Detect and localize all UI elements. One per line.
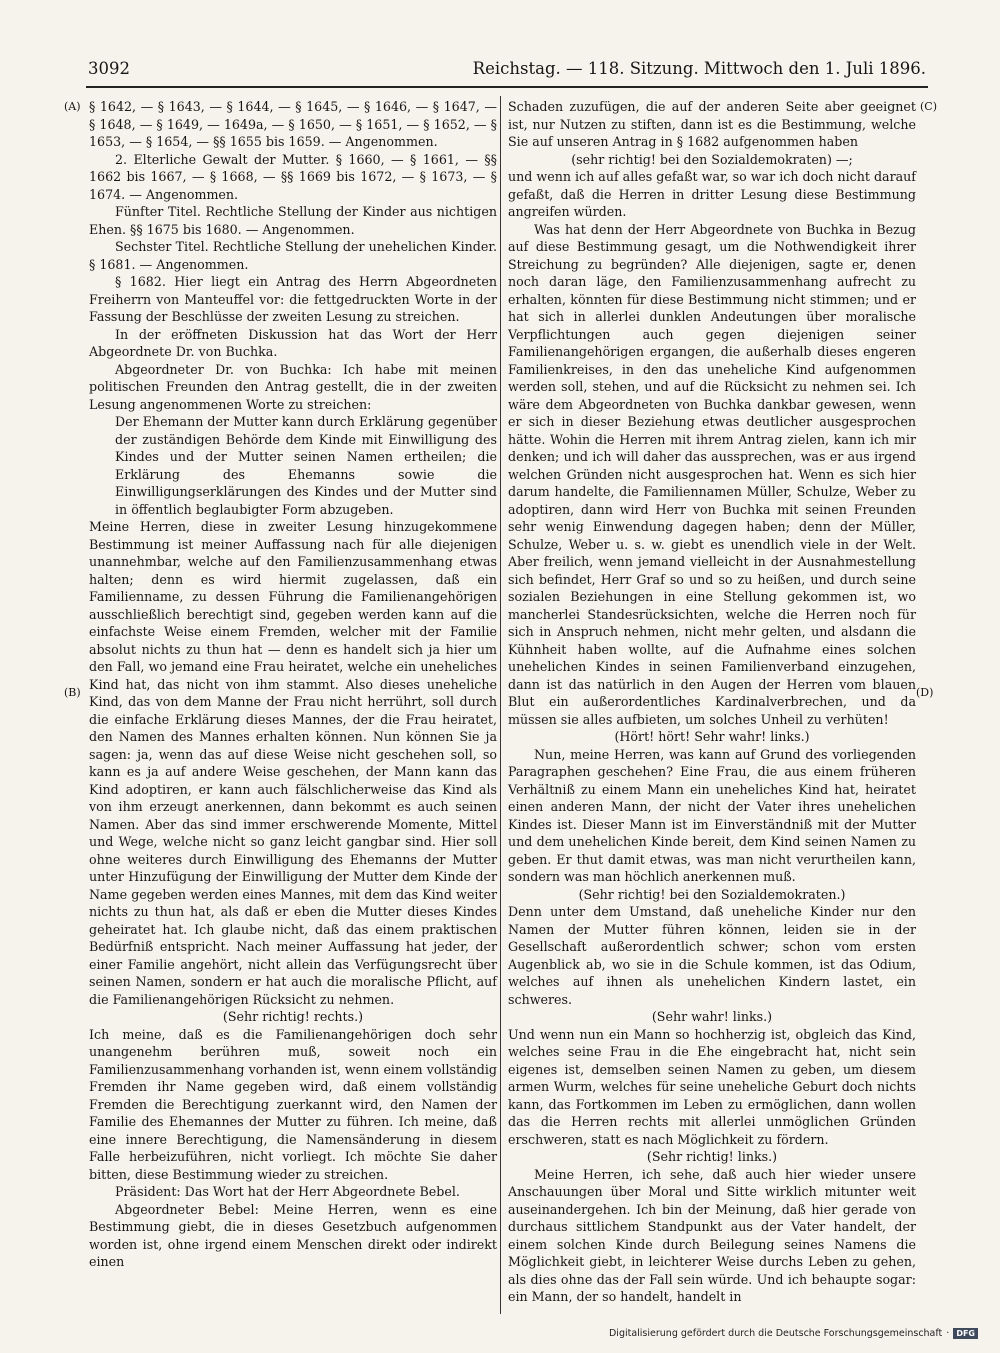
paragraph: Denn unter dem Umstand, daß uneheliche Kinder nur den Namen der Mutter führen können, leiden sie in der Gesellschaft außerordentlich schwer; schon vom ersten Augenblick ab, wo sie in die Schule kommen, ist das Odium, welches auf ihnen als unehelichen Kindern lastet, ein schweres. (508, 904, 916, 1007)
margin-mark-d: (D) (916, 686, 934, 699)
paragraph: und wenn ich auf alles gefaßt war, so war ich doch nicht darauf gefaßt, daß die Herren in dritter Lesung diese Bestimmung angreifen würden. (508, 169, 916, 219)
speaker-paragraph: Abgeordneter Bebel: Meine Herren, wenn es eine Bestimmung giebt, die in dieses Gesetzbuch aufgenommen worden ist, ohne irgend einem Menschen direkt oder indirekt einen (89, 1201, 497, 1269)
paragraph: Sechster Titel. Rechtliche Stellung der unehelichen Kinder. § 1681. — Angenommen. (89, 239, 497, 272)
paragraph: Meine Herren, diese in zweiter Lesung hinzugekommene Bestimmung ist meiner Auffassung nach für alle diejenigen unannehmbar, welche auf den Familienzusammenhang etwas halten; denn es wird hiermit zugelassen, daß ein Familienname, zu dessen Führung die Familienangehörigen ausschließlich berechtigt sind, gegeben werden kann auf die einfachste Weise einem Fremden, welcher mit der Familie absolut nichts zu thun hat — denn es handelt sich ja hier um den Fall, wo jemand eine Frau heiratet, welche ein uneheliches Kind hat, das nicht von ihm stammt. Also dieses uneheliche Kind, das von dem Manne der Frau nicht herrührt, soll durch die einfache Erklärung dieses Mannes, der die Frau heiratet, den Namen des Mannes erhalten können. Nun können Sie ja sagen: ja, wenn das auf diese Weise nicht geschehen soll, so kann es ja auf andere Weise geschehen, der Mann kann das Kind adoptiren, er kann auch fälschlicherweise das Kind als von ihm erzeugt anerkennen, dann bekommt es auch seinen Namen. Aber das sind immer erschwerende Momente, Mittel und Wege, welche nicht so ganz leicht gangbar sind. Hier soll ohne weiteres durch Einwilligung des Ehemanns der Mutter unter Hinzufügung der Einwilligung der Mutter dem Kinde der Name gegeben werden eines Mannes, mit dem das Kind weiter nichts zu thun hat, als daß er eben die Mutter dieses Kindes geheiratet hat. Ich glaube nicht, daß das einem praktischen Bedürfniß entspricht. Nach meiner Auffassung hat jeder, der einer Familie angehört, nicht allein das Verfügungsrecht über seinen Namen, sondern er hat auch die moralische Pflicht, auf die Familienangehörigen Rücksicht zu nehmen. (89, 519, 497, 1007)
footer-credit: Digitalisierung gefördert durch die Deutsche Forschungsgemeinschaft · DFG (609, 1328, 978, 1339)
margin-mark-c: (C) (920, 100, 937, 113)
right-column (508, 98, 916, 1306)
running-title: Reichstag. — 118. Sitzung. Mittwoch den 1. Juli 1896. (472, 59, 926, 78)
paragraph: Ich meine, daß es die Familienangehörigen doch sehr unangenehm berühren muß, soweit noch ein Familienzusammenhang vorhanden ist, wenn einem vollständig Fremden ihr Name gegeben wird, daß einem vollständig Fremden die Berechtigung zuerkannt wird, den Namen der Familie des Ehemannes der Mutter zu führen. Ich meine, daß eine innere Berechtigung, die Namensänderung in diesem Falle herbeizuführen, nicht vorliegt. Ich möchte Sie daher bitten, diese Bestimmung wieder zu streichen. (89, 1026, 497, 1182)
paragraph: Fünfter Titel. Rechtliche Stellung der Kinder aus nichtigen Ehen. §§ 1675 bis 1680. — Angenommen. (89, 204, 497, 237)
margin-mark-a: (A) (64, 100, 81, 113)
paragraph: § 1682. Hier liegt ein Antrag des Herrn Abgeordneten Freiherrn von Manteuffel vor: die fettgedruckten Worte in der Fassung der Beschlüsse der zweiten Lesung zu streichen. (89, 274, 497, 324)
paragraph: 2. Elterliche Gewalt der Mutter. § 1660, — § 1661, — §§ 1662 bis 1667, — § 1668, — §§ 1669 bis 1672, — § 1673, — § 1674. — Angenommen. (89, 151, 497, 202)
paragraph: Und wenn nun ein Mann so hochherzig ist, obgleich das Kind, welches seine Frau in die Ehe eingebracht hat, nicht sein eigenes ist, demselben seinen Namen zu geben, um diesem armen Wurm, welches für seine uneheliche Geburt doch nichts kann, das Fortkommen im Leben zu ermöglichen, dann wollen das die Herren rechts mit allerlei unmöglichen Gründen erschweren, statt es nach Möglichkeit zu fördern. (508, 1026, 916, 1147)
paragraph: § 1642, — § 1643, — § 1644, — § 1645, — § 1646, — § 1647, — § 1648, — § 1649, — 1649a, — § 1650, — § 1651, — § 1652, — § 1653, — § 1654, — §§ 1655 bis 1659. — Angenommen. (89, 99, 497, 149)
margin-mark-b: (B) (64, 686, 81, 699)
quoted-text: Der Ehemann der Mutter kann durch Erklärung gegenüber der zuständigen Behörde dem Kinde mit Einwilligung des Kindes und der Mutter seinen Namen ertheilen; die Erklärung des Ehemanns sowie die Einwilligungserklärungen des Kindes und der Mutter sind in öffentlich beglaubigter Form abzugeben. (115, 414, 497, 517)
paragraph: Schaden zuzufügen, die auf der anderen Seite aber geeignet ist, nur Nutzen zu stiften, dann ist es die Bestimmung, welche Sie auf unseren Antrag in § 1682 aufgenommen haben (508, 99, 916, 149)
interjection: (Sehr richtig! rechts.) (222, 1009, 364, 1024)
left-column (89, 98, 497, 1271)
speaker-paragraph: Präsident: Das Wort hat der Herr Abgeordnete Bebel. (115, 1184, 460, 1199)
paragraph: In der eröffneten Diskussion hat das Wort der Herr Abgeordnete Dr. von Buchka. (89, 326, 497, 359)
interjection: (Hört! hört! Sehr wahr! links.) (614, 729, 810, 744)
interjection: (Sehr richtig! bei den Sozialdemokraten.) (578, 886, 846, 902)
page-number: 3092 (88, 59, 130, 78)
interjection: (sehr richtig! bei den Sozialdemokraten) —; (571, 151, 853, 167)
column-divider (500, 96, 501, 1314)
dfg-logo: DFG (953, 1328, 978, 1339)
speaker-paragraph: Abgeordneter Dr. von Buchka: Ich habe mit meinen politischen Freunden den Antrag gestellt, die in der zweiten Lesung angenommenen Worte zu streichen: (89, 361, 497, 412)
interjection: (Sehr richtig! links.) (646, 1149, 778, 1164)
paragraph: Nun, meine Herren, was kann auf Grund des vorliegenden Paragraphen geschehen? Eine Frau, die aus einem früheren Verhältniß zu einem Mann ein uneheliches Kind hat, heiratet einen anderen Mann, der nicht der Vater ihres unehelichen Kindes ist. Dieser Mann ist im Einverständniß mit der Mutter und dem unehelichen Kinde bereit, dem Kind seinen Namen zu geben. Er thut damit etwas, was man nicht verurtheilen kann, sondern was man höchlich anerkennen muß. (508, 746, 916, 884)
interjection: (Sehr wahr! links.) (651, 1009, 773, 1024)
paragraph: Was hat denn der Herr Abgeordnete von Buchka in Bezug auf diese Bestimmung gesagt, um die Nothwendigkeit ihrer Streichung zu begründen? Alle diejenigen, sagte er, denen noch daran läge, den Familienzusammenhang aufrecht zu erhalten, könnten für diese Bestimmung nicht stimmen; und er hat sich in allerlei dunklen Andeutungen über moralische Verpflichtungen auch gegen diejenigen seiner Familienangehörigen ergangen, die außerhalb dieses engeren Familienkreises, in den das uneheliche Kind aufgenommen werden soll, stehen, und auf die Rücksicht zu nehmen sei. Ich wäre dem Abgeordneten von Buchka dankbar gewesen, wenn er sich in dieser Beziehung etwas deutlicher ausgesprochen hätte. Wohin die Herren mit ihrem Antrag zielen, kann ich mir denken; und ich will daher das aussprechen, was er aus irgend welchen Gründen nicht ausgesprochen hat. Wenn es sich hier darum handelte, die Familiennamen Müller, Schulze, Weber zu adoptiren, dann wird Herr von Buchka mit seinen Freunden sehr wenig Einwendung dagegen haben; denn der Müller, Schulze, Weber u. s. w. giebt es unendlich viele in der Welt. Aber freilich, wenn jemand vielleicht in der Ausnahmestellung sich befindet, Herr Graf so und so zu heißen, und durch seine sozialen Beziehungen in eine Stellung gekommen ist, wo mancherlei Standesrücksichten, welche die Herren noch für sich in Anspruch nehmen, nicht mehr gelten, und alsdann die Kühnheit haben wollte, auf die Aufnahme eines solchen unehelichen Kindes in seinen Familienverband einzugehen, dann ist das natürlich in den Augen der Herren vom blauen Blut ein außerordentliches Kardinalverbrechen, und da müssen sie alles aufbieten, um solches Unheil zu verhüten! (508, 221, 916, 727)
page-header (88, 57, 926, 81)
header-rule (86, 86, 928, 88)
footer-text: Digitalisierung gefördert durch die Deutsche Forschungsgemeinschaft (608, 1328, 943, 1339)
paragraph: Meine Herren, ich sehe, daß auch hier wieder unsere Anschauungen über Moral und Sitte wirklich mitunter weit auseinandergehen. Ich bin der Meinung, daß hier gerade von durchaus sittlichem Standpunkt aus der Vater handelt, der einem solchen Kinde durch Beilegung seines Namens die Möglichkeit giebt, in leichterer Weise durchs Leben zu gehen, als dies ohne das der Fall sein würde. Und ich behaupte sogar: ein Mann, der so handelt, handelt in (508, 1166, 916, 1304)
